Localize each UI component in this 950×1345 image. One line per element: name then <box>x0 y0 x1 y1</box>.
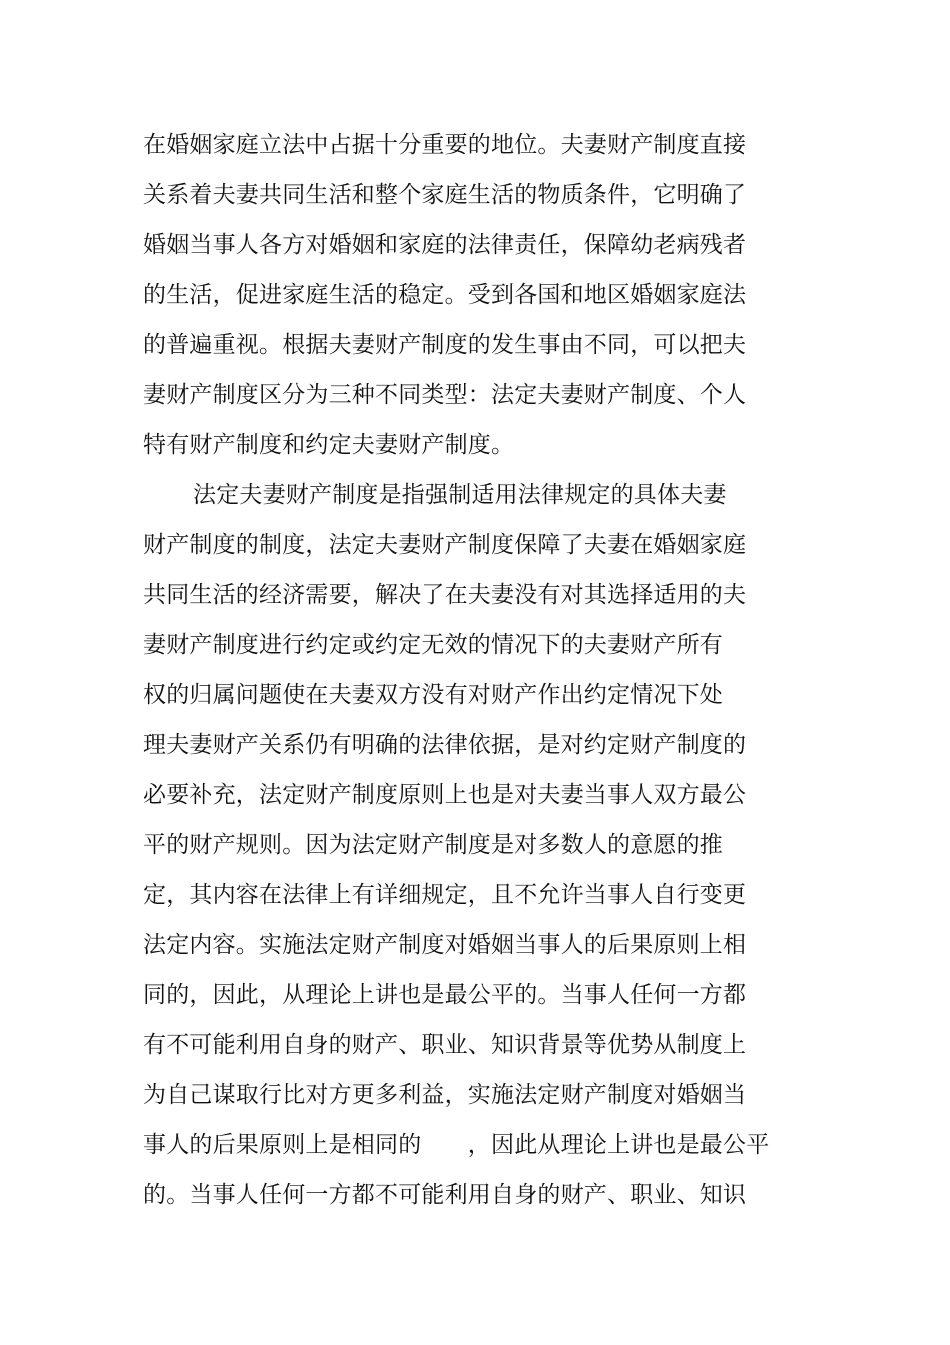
text-line: 法定内容。实施法定财产制度对婚姻当事人的后果原则上相 <box>143 932 747 958</box>
text-line: 妻财产制度进行约定或约定无效的情况下的夫妻财产所有 <box>143 632 723 658</box>
text-line: 的生活，促进家庭生活的稳定。受到各国和地区婚姻家庭法 <box>143 282 747 308</box>
paragraph-2 <box>143 470 783 1220</box>
text-line: 共同生活的经济需要，解决了在夫妻没有对其选择适用的夫 <box>143 582 747 608</box>
text-line: 的。当事人任何一方都不可能利用自身的财产、职业、知识 <box>143 1182 747 1208</box>
text-line: 权的归属问题使在夫妻双方没有对财产作出约定情况下处 <box>143 682 723 708</box>
text-line: 同的，因此，从理论上讲也是最公平的。当事人任何一方都 <box>143 982 747 1008</box>
text-line: 财产制度的制度，法定夫妻财产制度保障了夫妻在婚姻家庭 <box>143 532 747 558</box>
text-line: 有不可能利用自身的财产、职业、知识背景等优势从制度上 <box>143 1032 747 1058</box>
text-line: 婚姻当事人各方对婚姻和家庭的法律责任，保障幼老病残者 <box>143 232 747 258</box>
text-line: 为自己谋取行比对方更多利益，实施法定财产制度对婚姻当 <box>143 1082 747 1108</box>
text-line: 在婚姻家庭立法中占据十分重要的地位。夫妻财产制度直接 <box>143 132 747 158</box>
text-line-indented: 法定夫妻财产制度是指强制适用法律规定的具体夫妻 <box>193 482 727 508</box>
text-line: 事人的后果原则上是相同的 ，因此从理论上讲也是最公平 <box>143 1132 770 1158</box>
text-line: 定，其内容在法律上有详细规定，且不允许当事人自行变更 <box>143 882 747 908</box>
body-text <box>143 120 783 1220</box>
text-line: 特有财产制度和约定夫妻财产制度。 <box>143 432 515 458</box>
paragraph-1 <box>143 120 783 470</box>
text-line: 的普遍重视。根据夫妻财产制度的发生事由不同，可以把夫 <box>143 332 747 358</box>
text-line: 平的财产规则。因为法定财产制度是对多数人的意愿的推 <box>143 832 723 858</box>
text-line: 妻财产制度区分为三种不同类型：法定夫妻财产制度、个人 <box>143 382 747 408</box>
text-line: 必要补充，法定财产制度原则上也是对夫妻当事人双方最公 <box>143 782 747 808</box>
text-line: 理夫妻财产关系仍有明确的法律依据，是对约定财产制度的 <box>143 732 747 758</box>
text-line: 关系着夫妻共同生活和整个家庭生活的物质条件，它明确了 <box>143 182 747 208</box>
